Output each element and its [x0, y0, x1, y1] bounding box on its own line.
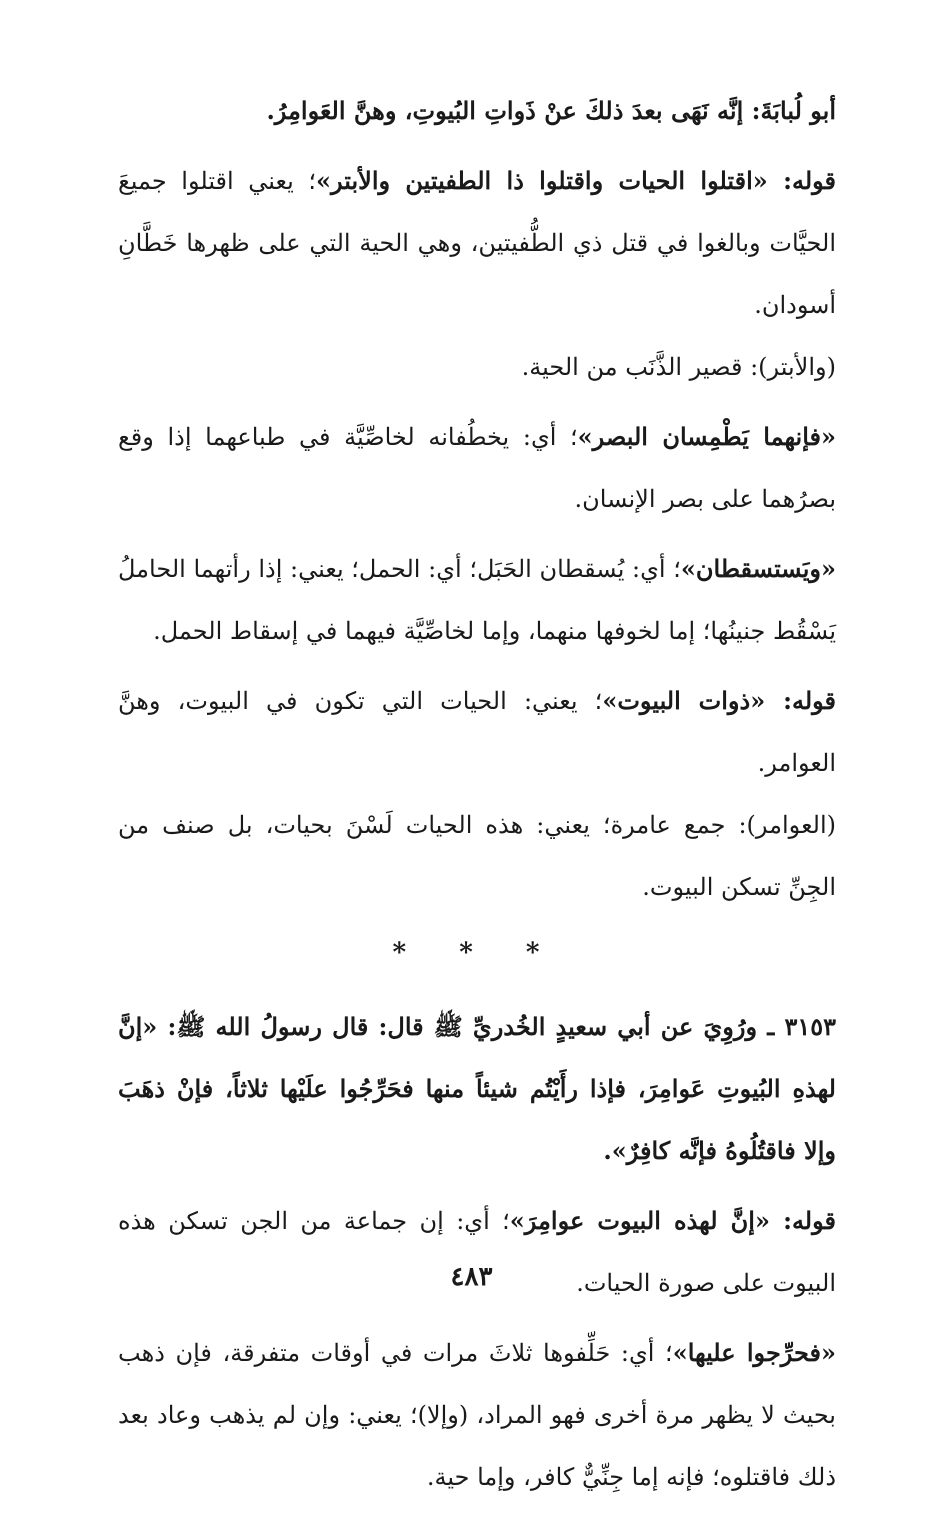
paragraph-2: [118, 150, 836, 336]
paragraph-9-quote: «فحرِّجوا عليها»: [672, 1338, 836, 1367]
paragraph-3-text: (والأبتر): قصير الذَّنَب من الحية.: [521, 353, 836, 381]
paragraph-5-text: ؛ أي: يُسقطان الحَبَل؛ أي: الحمل؛ يعني: إذا رأتهما الحاملُ يَسْقُط جنينُها؛ إما لخوفها منهما، وإما لخاصِّيَّة فيهما في إسقاط الحمل.: [118, 555, 836, 645]
section-separator: * * *: [392, 938, 562, 968]
paragraph-4: [118, 406, 836, 530]
paragraph-3: [118, 336, 836, 398]
paragraph-7-text: (العوامر): جمع عامرة؛ يعني: هذه الحيات لَسْنَ بحيات، بل صنف من الجِنِّ تسكن البيوت.: [118, 811, 836, 901]
page-body: [118, 80, 836, 1516]
paragraph-4-quote: «فإنهما يَطْمِسان البصر»: [577, 422, 836, 451]
paragraph-8-quote: قوله: «إنَّ لهذه البيوت عوامِرَ»: [509, 1206, 836, 1235]
hadith-paragraph: [118, 996, 836, 1182]
paragraph-9: [118, 1322, 836, 1508]
paragraph-1: [118, 80, 836, 142]
paragraph-8: [118, 1190, 836, 1314]
hadith-text: ٣١٥٣ ـ ورُوِيَ عن أبي سعيدٍ الخُدريِّ ﷺ قال: قال رسولُ الله ﷺ: «إنَّ لهذهِ البُيوتِ عَوامِرَ، فإذا رأَيْتُم شيئاً منها فحَرِّجُوا علَيْها ثلاثاً، فإنْ ذهَبَ وإلا فاقتُلُوهُ فإنَّه كافِرٌ».: [118, 1012, 836, 1165]
paragraph-7: [118, 794, 836, 918]
paragraph-1-text: أبو لُبابَةَ: إنَّه نَهَى بعدَ ذلكَ عنْ ذَواتِ البُيوتِ، وهنَّ العَوامِرُ.: [266, 96, 836, 125]
paragraph-5-quote: «ويَستسقطان»: [680, 554, 836, 583]
paragraph-2-quote: قوله: «اقتلوا الحيات واقتلوا ذا الطفيتين والأبتر»: [316, 166, 837, 195]
paragraph-6-text: ؛ يعني: الحيات التي تكون في البيوت، وهنَّ العوامر.: [118, 687, 836, 777]
paragraph-2-text: ؛ يعني اقتلوا جميعَ الحيَّات وبالغوا في قتل ذي الطُّفيتين، وهي الحية التي على ظهرها خَطَّانِ أسودان.: [118, 167, 836, 319]
paragraph-5: [118, 538, 836, 662]
paragraph-4-text: ؛ أي: يخطُفانه لخاصِّيَّة في طباعهما إذا وقع بصرُهما على بصر الإنسان.: [118, 423, 836, 513]
paragraph-6: [118, 670, 836, 794]
paragraph-6-quote: قوله: «ذوات البيوت»: [602, 686, 837, 715]
paragraph-8-text: ؛ أي: إن جماعة من الجن تسكن هذه البيوت على صورة الحيات.: [118, 1207, 836, 1297]
page-number: ٤٨٣: [450, 1262, 493, 1292]
paragraph-9-text: ؛ أي: حَلِّفوها ثلاثَ مرات في أوقات متفرقة، فإن ذهب بحيث لا يظهر مرة أخرى فهو المراد، (وإلا)؛ يعني: وإن لم يذهب وعاد بعد ذلك فاقتلوه؛ فإنه إما جِنِّيٌّ كافر، وإما حية.: [118, 1339, 836, 1491]
